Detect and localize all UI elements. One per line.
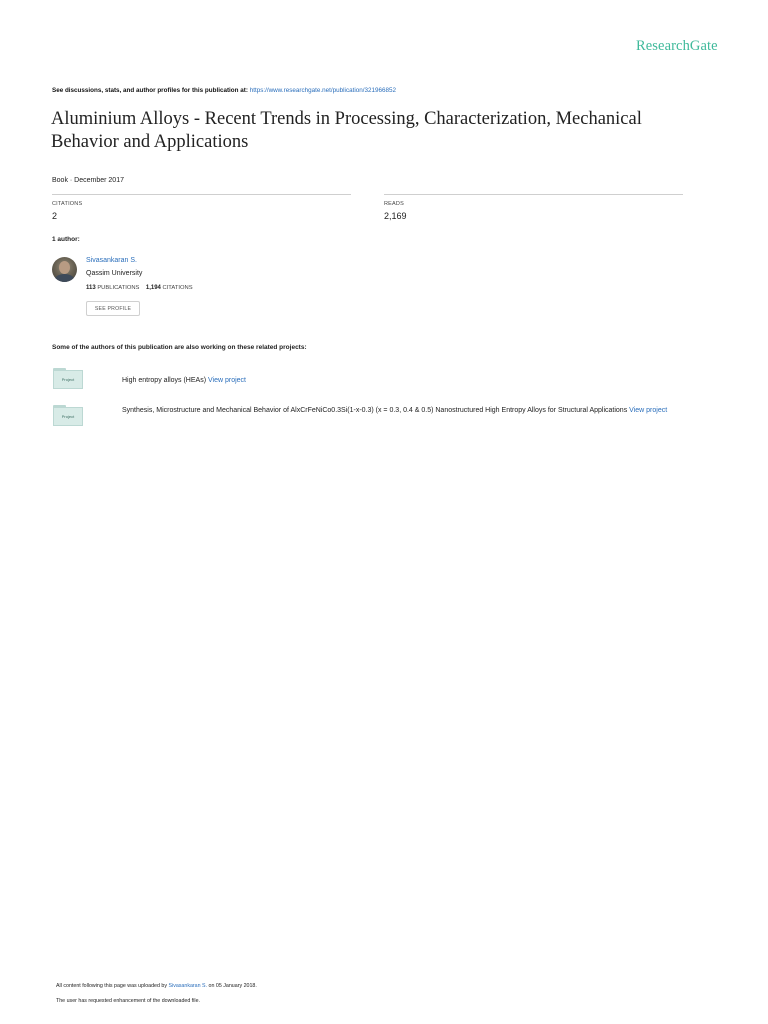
upload-note (56, 983, 257, 989)
citations-label: CITATIONS (52, 201, 83, 207)
publication-title: Aluminium Alloys - Recent Trends in Processing, Characterization, Mechanical Behavior and Applications (51, 109, 642, 152)
author-institution: Qassim University (86, 270, 143, 277)
reads-label: READS (384, 201, 404, 207)
author-avatar[interactable] (52, 257, 77, 282)
uploader-link[interactable]: Sivasankaran S. (168, 983, 208, 989)
authors-count-label: 1 author: (52, 236, 80, 243)
discussion-line (52, 87, 396, 94)
view-project-link[interactable]: View project (629, 407, 668, 414)
enhancement-note: The user has requested enhancement of the downloaded file. (56, 998, 200, 1004)
upload-note-suffix: on 05 January 2018. (207, 983, 257, 989)
reads-value: 2,169 (384, 211, 407, 221)
author-name-link[interactable]: Sivasankaran S. (86, 257, 137, 264)
project-item (122, 404, 722, 417)
publication-meta: Book · December 2017 (52, 177, 124, 184)
discussion-text: See discussions, stats, and author profiles for this publication at: (52, 87, 250, 94)
upload-note-prefix: All content following this page was uploaded by (56, 983, 169, 989)
publication-url-link[interactable]: https://www.researchgate.net/publication/321966852 (249, 87, 397, 94)
project-icon-label: Project (61, 414, 75, 419)
citations-value: 2 (52, 211, 58, 221)
project-item (122, 374, 712, 387)
project-folder-icon (53, 405, 83, 426)
author-publications-count: 113 (86, 285, 96, 291)
author-citations-count: 1,194 (145, 285, 161, 291)
project-folder-icon (53, 368, 83, 389)
reads-divider (384, 194, 683, 195)
view-project-link[interactable]: View project (207, 377, 246, 384)
project-icon-label: Project (61, 377, 75, 382)
see-profile-button[interactable]: SEE PROFILE (86, 301, 140, 316)
researchgate-logo: ResearchGate (636, 38, 718, 54)
citations-divider (52, 194, 351, 195)
author-citations-label: CITATIONS (162, 285, 193, 291)
author-publications-label: PUBLICATIONS (97, 285, 140, 291)
project-title: Synthesis, Microstructure and Mechanical Behavior of AlxCrFeNiCo0.3Si(1-x-0.3) (x = 0.3, 0.4 & 0.5) Nanostructured High Entropy Alloys for Structural Applications (122, 407, 630, 414)
author-stats (86, 285, 193, 291)
project-title: High entropy alloys (HEAs) (122, 377, 208, 384)
related-projects-label: Some of the authors of this publication are also working on these related projects: (52, 344, 307, 351)
